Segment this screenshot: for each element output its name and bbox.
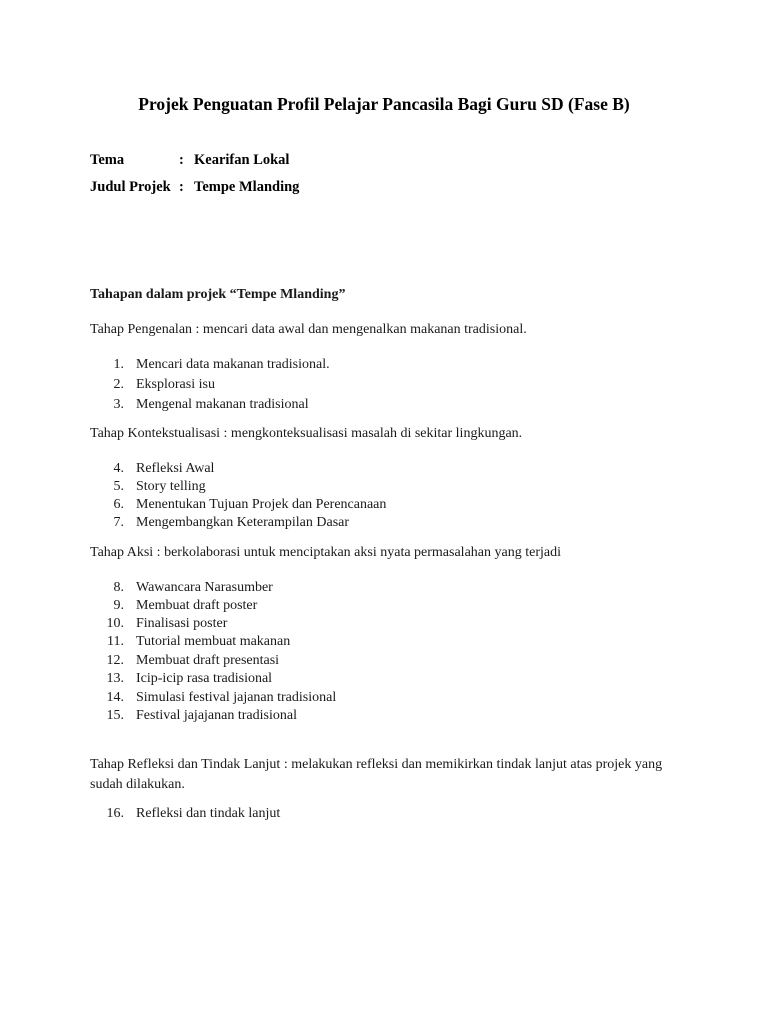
judul-label: Judul Projek — [90, 179, 171, 195]
list-item-text: Mengenal makanan tradisional — [136, 397, 309, 412]
list-item-text: Membuat draft presentasi — [136, 653, 280, 668]
list-item-text: Refleksi dan tindak lanjut — [136, 806, 281, 821]
judul-colon: : — [179, 179, 184, 195]
stage-description: Tahap Pengenalan : mencari data awal dan mengenalkan makanan tradisional. — [90, 322, 527, 337]
list-item-number: 2. — [113, 377, 124, 392]
list-item-text: Mencari data makanan tradisional. — [136, 357, 330, 372]
list-item-number: 9. — [113, 598, 124, 613]
list-item-number: 6. — [113, 497, 124, 512]
list-item-number: 12. — [106, 653, 124, 668]
list-item-number: 7. — [113, 515, 124, 530]
list-item — [92, 461, 592, 479]
list-item-text: Eksplorasi isu — [136, 377, 215, 392]
list-item-text: Refleksi Awal — [136, 461, 215, 476]
stage-description: Tahap Kontekstualisasi : mengkonteksualisasi masalah di sekitar lingkungan. — [90, 426, 523, 441]
section-heading: Tahapan dalam projek “Tempe Mlanding” — [90, 287, 346, 302]
list-item — [92, 598, 592, 616]
meta-row-judul — [90, 179, 390, 199]
list-item-text: Tutorial membuat makanan — [136, 634, 291, 649]
list-item — [92, 690, 592, 708]
list-item — [92, 515, 592, 533]
list-item — [92, 671, 592, 689]
list-item-number: 14. — [106, 690, 124, 705]
list-item — [92, 580, 592, 598]
list-item-number: 10. — [106, 616, 124, 631]
stage-description: Tahap Refleksi dan Tindak Lanjut : melakukan refleksi dan memikirkan tindak lanjut atas projek yang sudah dilakukan. — [90, 757, 663, 792]
list-item-text: Mengembangkan Keterampilan Dasar — [136, 515, 350, 530]
list-item-text: Story telling — [136, 479, 206, 494]
tema-colon: : — [179, 152, 184, 168]
list-item — [92, 397, 592, 415]
list-item — [92, 634, 592, 652]
list-item-number: 15. — [106, 708, 124, 723]
document-title: Projek Penguatan Profil Pelajar Pancasila Bagi Guru SD (Fase B) — [138, 94, 630, 114]
list-item — [92, 377, 592, 395]
stage-description: Tahap Aksi : berkolaborasi untuk menciptakan aksi nyata permasalahan yang terjadi — [90, 545, 561, 560]
list-item-text: Festival jajajanan tradisional — [136, 708, 297, 723]
meta-row-tema — [90, 152, 390, 172]
list-item-number: 4. — [113, 461, 124, 476]
list-item-text: Icip-icip rasa tradisional — [136, 671, 273, 686]
tema-label: Tema — [90, 152, 125, 168]
list-item-text: Membuat draft poster — [136, 598, 258, 613]
list-item-number: 3. — [113, 397, 124, 412]
tema-value: Kearifan Lokal — [194, 152, 290, 168]
list-item — [92, 357, 592, 375]
list-item — [92, 653, 592, 671]
list-item-number: 13. — [106, 671, 124, 686]
judul-value: Tempe Mlanding — [194, 179, 300, 195]
list-item — [92, 479, 592, 497]
list-item — [92, 806, 592, 824]
list-item-text: Wawancara Narasumber — [136, 580, 273, 595]
list-item-number: 11. — [107, 634, 124, 649]
list-item-text: Finalisasi poster — [136, 616, 228, 631]
list-item — [92, 616, 592, 634]
list-item-number: 1. — [113, 357, 124, 372]
list-item-text: Simulasi festival jajanan tradisional — [136, 690, 337, 705]
list-item-number: 5. — [113, 479, 124, 494]
list-item-number: 8. — [113, 580, 124, 595]
list-item — [92, 708, 592, 726]
list-item-text: Menentukan Tujuan Projek dan Perencanaan — [136, 497, 387, 512]
list-item — [92, 497, 592, 515]
list-item-number: 16. — [106, 806, 124, 821]
